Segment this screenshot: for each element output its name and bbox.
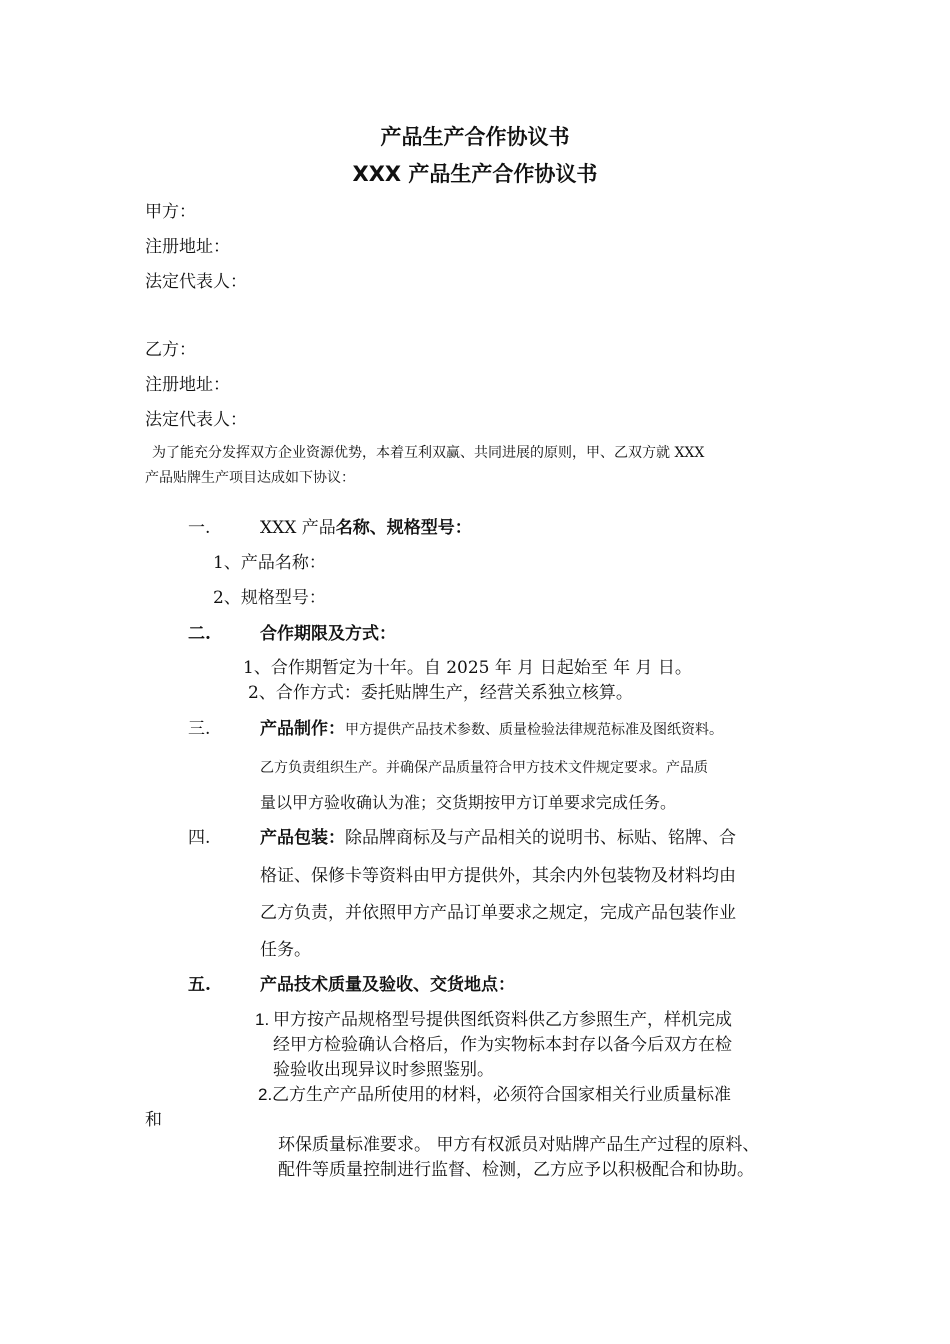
section-heading-bold: 名称、规格型号： <box>335 518 472 538</box>
wrapped-text: 和 <box>145 1110 162 1130</box>
document-title: 产品生产合作协议书 <box>380 125 570 149</box>
section-paragraph-line: 格证、保修卡等资料由甲方提供外，其余内外包装物及材料均由 <box>260 866 736 886</box>
section-paragraph-line: 量以甲方验收确认为准；交货期按甲方订单要求完成任务。 <box>260 793 677 812</box>
party-a-rep-label: 法定代表人： <box>145 272 247 292</box>
section-text: 除品牌商标及与产品相关的说明书、标贴、铭牌、合 <box>345 828 736 848</box>
party-b-address-label: 注册地址： <box>145 375 230 395</box>
list-item: 1、合作期暂定为十年。自 2025 年 月 日起始至 年 月 日。 <box>243 658 692 678</box>
section-number: 五. <box>188 975 211 995</box>
section-heading: 产品技术质量及验收、交货地点： <box>260 975 515 995</box>
party-b-label: 乙方： <box>145 340 196 360</box>
section-paragraph-line: 乙方负责组织生产。并确保产品质量符合甲方技术文件规定要求。产品质 <box>260 760 708 776</box>
section-number: 二. <box>188 624 211 644</box>
section-heading-bold: 产品包装： <box>260 828 345 848</box>
list-item: 2、规格型号： <box>213 588 326 608</box>
section-heading: 合作期限及方式： <box>260 624 396 644</box>
section-number: 三. <box>188 719 211 739</box>
list-item: 2、合作方式：委托贴牌生产，经营关系独立核算。 <box>248 683 633 703</box>
section-number: 一. <box>188 518 211 538</box>
party-b-rep-label: 法定代表人： <box>145 410 247 430</box>
list-item-number: 2. <box>258 1085 273 1104</box>
intro-line: 产品贴牌生产项目达成如下协议： <box>145 470 355 486</box>
section-heading-bold: 产品制作： <box>260 719 345 739</box>
party-a-address-label: 注册地址： <box>145 237 230 257</box>
list-item-number: 1. <box>255 1010 270 1029</box>
list-item-line: 乙方生产产品所使用的材料，必须符合国家相关行业质量标准 <box>272 1085 731 1105</box>
section-paragraph-line: 乙方负责，并依照甲方产品订单要求之规定，完成产品包装作业 <box>260 903 736 923</box>
list-item-line: 环保质量标准要求。 甲方有权派员对贴牌产品生产过程的原料、 <box>278 1135 760 1155</box>
section-paragraph-line: 任务。 <box>260 940 311 960</box>
list-item-line: 经甲方检验确认合格后，作为实物标本封存以备今后双方在检 <box>273 1035 732 1055</box>
list-item-line: 甲方按产品规格型号提供图纸资料供乙方参照生产，样机完成 <box>273 1010 732 1030</box>
section-text: 甲方提供产品技术参数、质量检验法律规范标准及图纸资料。 <box>345 722 723 738</box>
section-paragraph-line <box>260 828 736 848</box>
section-paragraph-line <box>260 719 723 740</box>
section-heading <box>260 518 472 538</box>
list-item: 1、产品名称： <box>213 553 326 573</box>
party-a-label: 甲方： <box>145 202 196 222</box>
list-item-line: 验验收出现异议时参照鉴别。 <box>273 1060 494 1080</box>
section-heading-lead: XXX 产品 <box>260 518 336 538</box>
list-item-line: 配件等质量控制进行监督、检测，乙方应予以积极配合和协助。 <box>278 1160 754 1180</box>
intro-line: 为了能充分发挥双方企业资源优势，本着互利双赢、共同进展的原则，甲、乙双方就 XXX <box>152 445 705 461</box>
section-number: 四. <box>188 828 211 848</box>
document-subtitle: XXX 产品生产合作协议书 <box>352 162 598 186</box>
